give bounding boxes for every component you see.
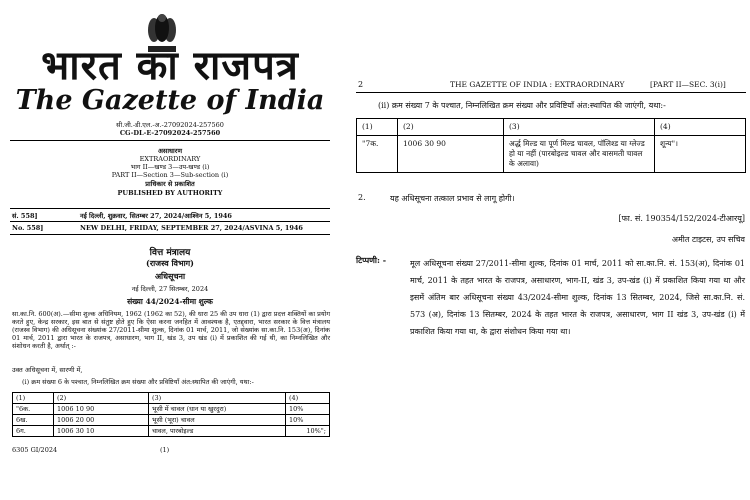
table-header-row: [13, 393, 330, 404]
extraordinary-hindi: असाधारण: [157, 147, 183, 155]
divider: [10, 140, 330, 141]
table-cell: (2): [54, 393, 149, 404]
table-header-row: [357, 119, 746, 136]
table-cell: (4): [286, 393, 330, 404]
table-row: [13, 415, 330, 426]
table-cell: (1): [13, 393, 54, 404]
department-name: (राजस्व विभाग): [146, 258, 194, 268]
notification-heading: अधिसूचना: [154, 271, 186, 281]
table-cell: 1006 20 00: [54, 415, 149, 426]
table-cell: चावल, पारबोइल्ड: [149, 426, 286, 437]
notification-number: संख्या 44/2024-सीमा शुल्क: [127, 297, 213, 306]
table-cell: शून्य"।: [655, 136, 746, 173]
table-cell: (4): [655, 119, 746, 136]
notification-body: सा.का.नि. 600(अ).—सीमा शुल्क अधिनियम, 1962 (1962 का 52), की धारा 25 की उप धारा (1) द्वारा प्रदत्त शक्तियों का प्रयोग करते हुए, केन्द्र सरकार, इस बात से संतुष्ट होते हुए कि ऐसा करना जनहित में आवश्यक है, एतद्द्वारा, भारत सरकार के वित्त मंत्रालय (राजस्व विभाग) की अधिसूचना संख्यांक 27/2011-सीमा शुल्क, दिनांक 01 मार्च, 2011, जो संख्यांक सा.का.नि. 153(अ), दिनांक 01 मार्च, 2011 द्वारा भारत के राजपत्र, असाधारण, भाग II, खंड 3, उप खंड (i) में प्रकाशित की गई थी, का निम्नलिखित और संशोधन करती है, अर्थात् :-: [12, 310, 330, 350]
gazette-page-1: [0, 0, 340, 500]
table-cell: (1): [357, 119, 398, 136]
table-cell: (2): [398, 119, 504, 136]
table-cell: "6क.: [13, 404, 54, 415]
part-english: PART II—Section 3—Sub-section (i): [111, 171, 229, 179]
table-cell: 1006 30 90: [398, 136, 504, 173]
divider: [10, 234, 330, 235]
authority-hindi: प्राधिकार से प्रकाशित: [145, 180, 195, 188]
notification-sub: उक्त अधिसूचना में, सारणी में,: [12, 366, 83, 374]
table-cell: भूसी (भूरा) चावल: [149, 415, 286, 426]
table-cell: 6ग.: [13, 426, 54, 437]
table-cell: भूसी में चावल (धान या खुरदुरा): [149, 404, 286, 415]
amendment-table-2: [356, 118, 746, 173]
table-cell: अर्द्ध मिल्ड या पूर्ण मिल्ड चावल, पॉलिश्ड या ग्लेज्ड हो या नहीं (पारबोइल्ड चावल और बासमती चावल के अलावा): [504, 136, 655, 173]
issue-date-english: NEW DELHI, FRIDAY, SEPTEMBER 27, 2024/ASVINA 5, 1946: [80, 224, 303, 232]
amendment-table-1: [12, 392, 330, 437]
authority-english: PUBLISHED BY AUTHORITY: [117, 189, 223, 197]
place-date: नई दिल्ली, 27 सितम्बर, 2024: [131, 285, 209, 293]
gazette-page-2: [350, 0, 750, 500]
note-label: टिप्पणी: -: [356, 255, 387, 265]
paragraph-2-number: 2.: [358, 193, 366, 202]
paragraph-2-text: यह अधिसूचना तत्काल प्रभाव से लागू होगी।: [390, 194, 515, 203]
extraordinary-english: EXTRAORDINARY: [139, 155, 201, 163]
notification-item-i: (i) क्रम संख्या 6 के पश्चात, निम्नलिखित क्रम संख्या और प्रविष्टियाँ अंत:स्थापित की जाएंगी, यथा:-: [22, 378, 254, 386]
file-number: [फा. सं. 190354/152/2024-टीआरयू]: [618, 214, 745, 223]
table-cell: 1006 30 10: [54, 426, 149, 437]
divider: [10, 208, 330, 209]
table-row: [13, 426, 330, 437]
footer-page-number: (1): [160, 446, 170, 454]
page-number: 2: [358, 80, 364, 89]
notification-item-ii: (ii) क्रम संख्या 7 के पश्चात, निम्नलिखित क्रम संख्या और प्रविष्टियाँ अंत:स्थापित की जाएंगी, यथा:-: [378, 101, 666, 110]
registration-english: CG-DL-E-27092024-257560: [119, 129, 221, 137]
gazette-english-title: The Gazette of India: [15, 85, 325, 116]
table-cell: 10%";: [286, 426, 330, 437]
table-cell: 1006 10 90: [54, 404, 149, 415]
table-row: [13, 404, 330, 415]
issue-number-hindi: सं. 558]: [12, 212, 38, 220]
issue-number-english: No. 558]: [12, 224, 44, 232]
table-cell: (3): [504, 119, 655, 136]
part-hindi: भाग II—खण्ड 3—उप-खण्ड (i): [130, 163, 210, 171]
divider: [10, 221, 330, 222]
table-cell: (3): [149, 393, 286, 404]
running-header: THE GAZETTE OF INDIA : EXTRAORDINARY: [450, 80, 625, 89]
divider: [356, 92, 746, 93]
table-cell: 6ख.: [13, 415, 54, 426]
table-cell: "7क.: [357, 136, 398, 173]
table-cell: 10%: [286, 404, 330, 415]
part-reference: [PART II—SEC. 3(i)]: [650, 80, 726, 89]
footer-code: 6305 GI/2024: [12, 446, 58, 454]
gazette-hindi-title: भारत का राजपत्र: [41, 42, 299, 89]
ministry-name: वित्त मंत्रालय: [149, 248, 191, 258]
table-cell: 10%: [286, 415, 330, 426]
registration-hindi: सी.जी.-डी.एल.-अ.-27092024-257560: [116, 121, 224, 129]
signatory: अमीत टाइटस, उप सचिव: [671, 235, 745, 244]
note-text: मूल अधिसूचना संख्या 27/2011-सीमा शुल्क, दिनांक 01 मार्च, 2011 को सा.का.नि. सं. 153(अ), दिनांक 01 मार्च, 2011 के तहत भारत के राजपत्र, असाधारण, भाग-II, खंड 3, उप-खंड (i) में प्रकाशित किया गया था और इसमें अंतिम बार अधिसूचना संख्या 43/2024-सीमा शुल्क, दिनांक 13 सितम्बर, 2024, जिसे सा.का.नि. सं. 573 (अ), दिनांक 13 सितम्बर, 2024 के तहत भारत के राजपत्र, असाधारण, भाग II खंड 3, उप-खंड (i) में प्रकाशित किया गया था, के द्वारा संशोधन किया गया था।: [410, 259, 745, 336]
issue-date-hindi: नई दिल्ली, शुक्रवार, सितम्बर 27, 2024/आश्विन 5, 1946: [80, 212, 232, 220]
table-row: [357, 136, 746, 173]
